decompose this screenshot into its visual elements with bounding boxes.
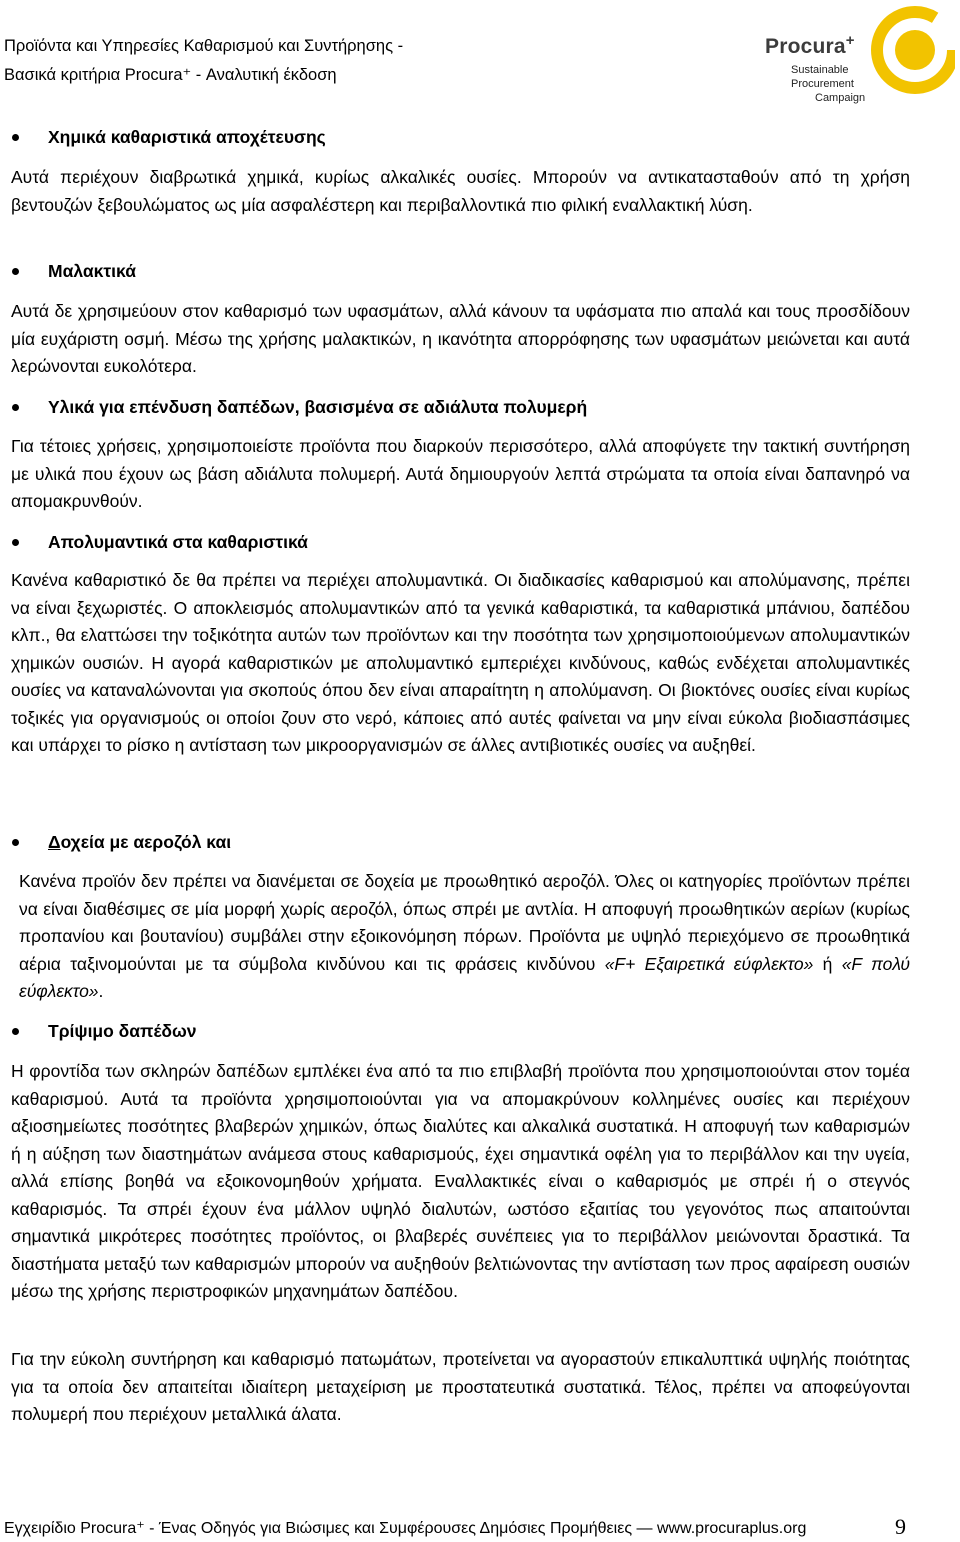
header-title-line-2: Βασικά κριτήρια Procura⁺ - Αναλυτική έκδοση bbox=[4, 66, 337, 84]
bullet-icon bbox=[12, 839, 19, 846]
logo-sub-3: Campaign bbox=[815, 92, 866, 104]
bullet-icon bbox=[12, 134, 19, 141]
bullet-icon bbox=[12, 539, 19, 546]
logo-sub-2: Procurement bbox=[791, 78, 854, 90]
section-paragraph: Για τέτοιες χρήσεις, χρησιμοποιείστε προϊόντα που διαρκούν περισσότερο, αλλά αποφύγετε την τακτική συντήρηση με υλικά που έχουν ως βάση αδιάλυτα πολυμερή. Αυτά δημιουργούν λεπτά στρώματα τα οποία είναι δαπανηρό να απομακρυνθούν. bbox=[11, 436, 910, 511]
bullet-icon bbox=[12, 404, 19, 411]
section-title: Μαλακτικά bbox=[48, 261, 136, 281]
bullet-icon bbox=[12, 1028, 19, 1035]
page-number: 9 bbox=[895, 1514, 906, 1539]
hazard-phrase: «F πολύ εύφλεκτο» bbox=[19, 953, 910, 1001]
logo-brand: Procura+ bbox=[765, 32, 855, 58]
logo-sub-1: Sustainable bbox=[791, 64, 849, 76]
section-paragraph: Αυτά περιέχουν διαβρωτικά χημικά, κυρίως αλκαλικές ουσίες. Μπορούν να αντικατασταθούν από τη χρήση βεντουζών ξεβουλώματος ως μία ασφαλέστερη και περιβαλλοντικά πιο φιλική εναλλακτική λύση. bbox=[11, 167, 910, 215]
page-header bbox=[0, 0, 960, 110]
footer-text: Εγχειρίδιο Procura⁺ - Ένας Οδηγός για Βιώσιμες και Συμφέρουσες Δημόσιες Προμήθειες — www.procuraplus.org bbox=[4, 1520, 807, 1537]
section-title: Απολυμαντικά στα καθαριστικά bbox=[48, 532, 308, 552]
section-paragraph: Για την εύκολη συντήρηση και καθαρισμό πατωμάτων, προτείνεται να αγοραστούν επικαλυπτικά υψηλής ποιότητας για τα οποία δεν απαιτείται ιδιαίτερη μεταχείριση με προστατευτικά συστατικά. Τέλος, πρέπει να αποφεύγονται πολυμερή που περιέχουν μεταλλικά άλατα. bbox=[11, 1349, 910, 1424]
section-paragraph bbox=[19, 868, 910, 1006]
section-title: Τρίψιμο δαπέδων bbox=[48, 1021, 197, 1041]
hazard-phrase: «F+ Εξαιρετικά εύφλεκτο» bbox=[604, 953, 814, 974]
procura-logo bbox=[765, 4, 955, 104]
section-paragraph: Κανένα καθαριστικό δε θα πρέπει να περιέχει απολυμαντικά. Οι διαδικασίες καθαρισμού και απολύμανσης, πρέπει να είναι ξεχωριστές. Ο αποκλεισμός απολυμαντικών από τα γενικά καθαριστικά, τα καθαριστικά μπάνιου, δαπέδου κλπ., θα ελαττώσει την τοξικότητα αυτών των προϊόντων και την ποσότητα των χρησιμοποιούμενων απολυμαντικών χημικών ουσιών. Η αγορά καθαριστικών με απολυμαντικό εμπεριέχει κινδύνους, καθώς ενδέχεται απολυμαντικές ουσίες να καταναλώνονται για σκοπούς όπου δεν είναι απαραίτητη η απολύμανση. Οι βιοκτόνες ουσίες είναι κυρίως τοξικές για οργανισμούς οι οποίοι ζουν στο νερό, κάποιες από αυτές φαίνεται να μην είναι εύκολα βιοδιασπάσιμες και υπάρχει το ρίσκο η αντίσταση των μικροοργανισμών σε άλλες αντιβιοτικές ουσίες να αυξηθεί. bbox=[11, 570, 910, 755]
page-footer bbox=[0, 1514, 960, 1542]
bullet-icon bbox=[12, 268, 19, 275]
section-paragraph: Αυτά δε χρησιμεύουν στον καθαρισμό των υφασμάτων, αλλά κάνουν τα υφάσματα πιο απαλά και τους προσδίδουν μία ευχάριστη οσμή. Μέσω της χρήσης μαλακτικών, η ικανότητα απορρόφησης των υφασμάτων μειώνεται και αυτά λερώνονται ευκολότερα. bbox=[11, 301, 910, 376]
header-title-line-1: Προϊόντα και Υπηρεσίες Καθαρισμού και Συντήρησης - bbox=[4, 37, 404, 55]
aerosol-paragraph-text: Κανένα προϊόν δεν πρέπει να διανέμεται σε δοχεία με προωθητικό αεροζόλ. Όλες οι κατηγορίες προϊόντων πρέπει να είναι διαθέσιμες σε μία μορφή χωρίς αεροζόλ, όπως σπρέι με αντλία. Η αποφυγή προωθητικών αερίων (κυρίως προπανίου και βουτανίου) συμβάλει στην εξοικονόμηση πόρων. Προϊόντα με υψηλό περιεχόμενο σε προωθητικά αέρια ταξινομούνται με τα σύμβολα κινδύνου και τις φράσεις κινδύνου «F+ Εξαιρετικά εύφλεκτο» ή «F πολύ εύφλεκτο». bbox=[19, 871, 910, 1001]
section-title: Δοχεία με αεροζόλ και bbox=[48, 832, 232, 852]
section-paragraph: Η φροντίδα των σκληρών δαπέδων εμπλέκει ένα από τα πιο επιβλαβή προϊόντα που χρησιμοποιούνται στον τομέα καθαρισμού. Αυτά τα προϊόντα χρησιμοποιούνται για να απομακρύνουν κολλημένες ουσίες και περιέχουν αξιοσημείωτες ποσότητες βλαβερών χημικών, όπως διαλύτες και αλκαλικά συστατικά. Η αποφυγή των καθαρισμών ή η αύξηση των διαστημάτων ανάμεσα στους καθαρισμούς, έχει σημαντικά οφέλη για το περιβάλλον και την υγεία, αλλά επίσης βοηθά να εξοικονομηθούν χρήματα. Εναλλακτικές είναι ο καθαρισμός με σπρέι ή ο στεγνός καθαρισμός. Τα σπρέι έχουν ένα μάλλον υψηλό διαλυτών, ωστόσο εξαιτίας του γεγονότος πως απαιτούνται σημαντικά μικρότερες ποσότητες προϊόντος, οι βλαβερές συνέπειες για το περιβάλλον μειώνονται δραστικά. Τα διαστήματα μεταξύ των καθαρισμών μπορούν να αυξηθούν βελτιώνοντας την αντίσταση των προς αφαίρεση ουσιών μέσω της χρήσης περιστροφικών μηχανημάτων δαπέδου. bbox=[11, 1061, 910, 1301]
section-title: Χημικά καθαριστικά αποχέτευσης bbox=[48, 127, 326, 147]
section-title: Υλικά για επένδυση δαπέδων, βασισμένα σε αδιάλυτα πολυμερή bbox=[48, 397, 588, 417]
